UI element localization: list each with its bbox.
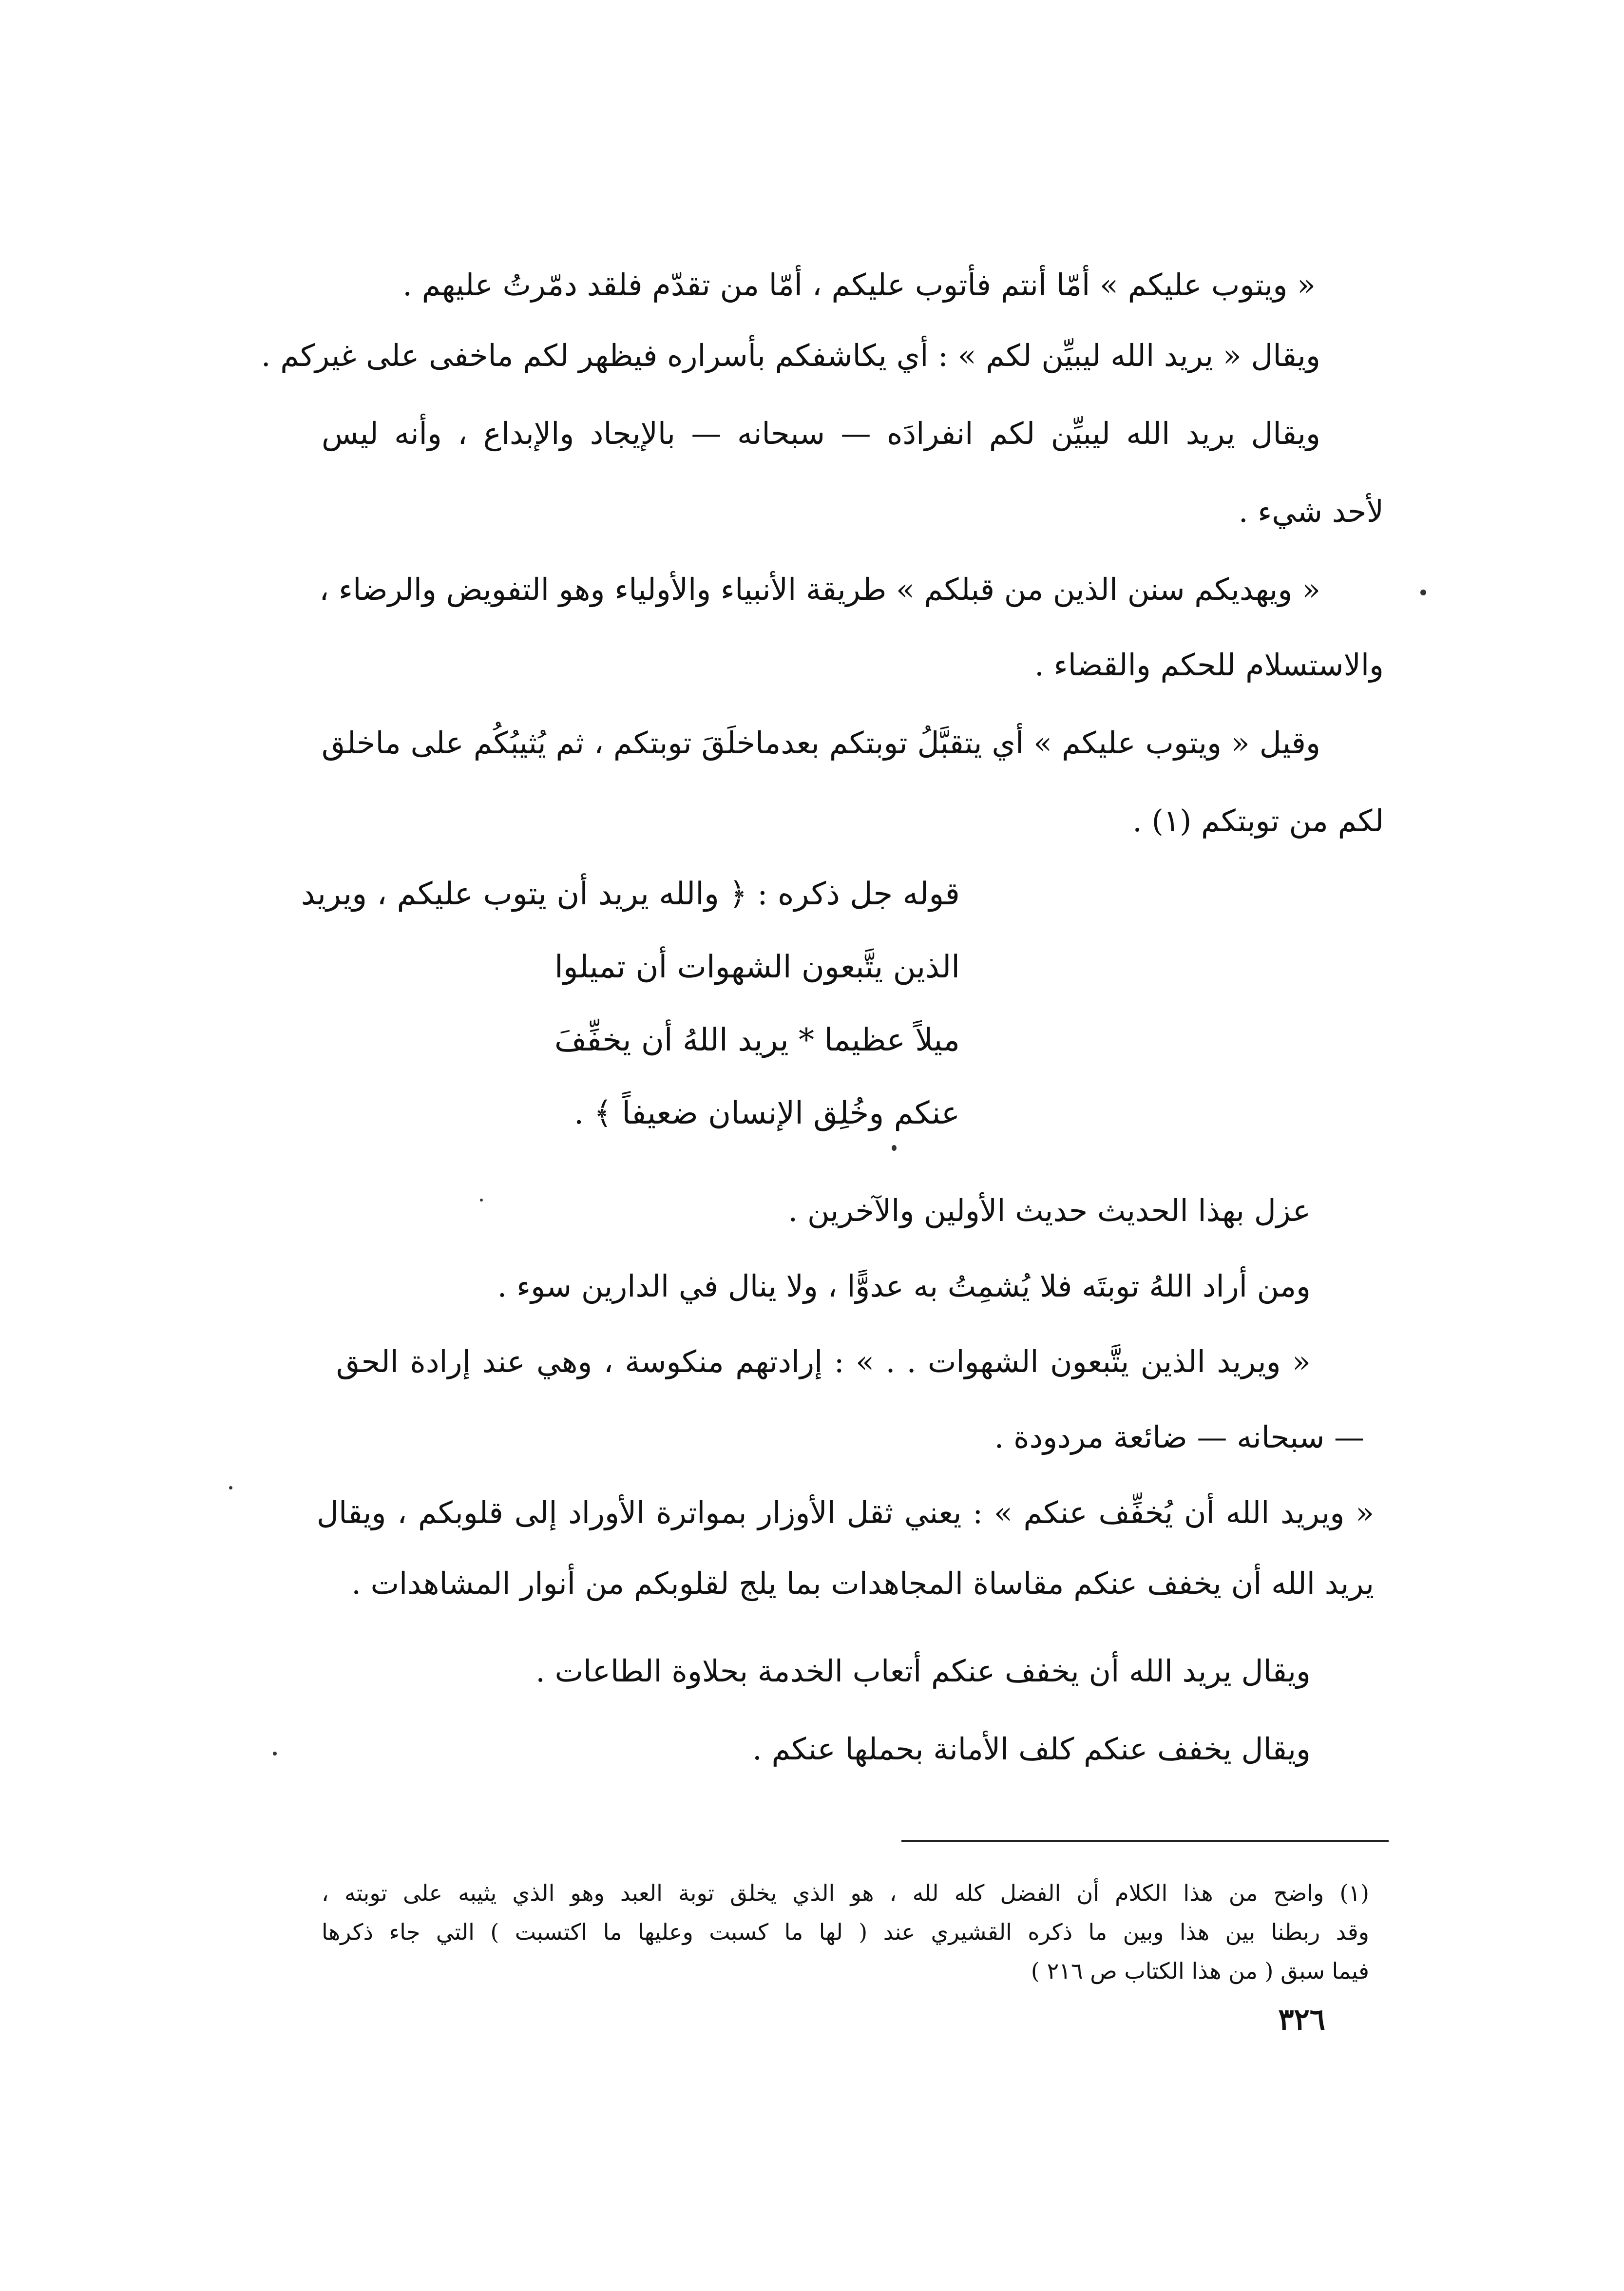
body-line: ويقال يريد الله ليبيِّن لكم انفرادَه — سبحانه — بالإيجاد والإبداع ، وأنه ليس bbox=[322, 416, 1320, 451]
scan-speck bbox=[273, 1752, 277, 1756]
verse-line: ميلاً عظيما * يريد اللهُ أن يخفِّفَ bbox=[554, 1022, 960, 1058]
body-line: ويقال يريد الله أن يخفف عنكم أتعاب الخدمة بحلاوة الطاعات . bbox=[535, 1653, 1311, 1689]
verse-line: عنكم وخُلِق الإنسان ضعيفاً ﴾ . bbox=[573, 1095, 960, 1131]
page-number: ٣٢٦ bbox=[1278, 2003, 1325, 2037]
body-line: يريد الله أن يخفف عنكم مقاساة المجاهدات بما يلج لقلوبكم من أنوار المشاهدات . bbox=[351, 1566, 1374, 1601]
body-line: « ويهديكم سنن الذين من قبلكم » طريقة الأنبياء والأولياء وهو التفويض والرضاء ، bbox=[319, 572, 1320, 607]
body-line: عزل بهذا الحديث حديث الأولين والآخرين . bbox=[788, 1193, 1311, 1228]
footnote-line: فيما سبق ( من هذا الكتاب ص ٢١٦ ) bbox=[1031, 1958, 1369, 1984]
body-line: « ويريد الذين يتَّبعون الشهوات . . » : إرادتهم منكوسة ، وهي عند إرادة الحق bbox=[336, 1344, 1311, 1379]
body-line: « ويتوب عليكم » أمّا أنتم فأتوب عليكم ، أمّا من تقدّم فلقد دمّرتُ عليهم . bbox=[402, 267, 1316, 303]
body-line: وقيل « ويتوب عليكم » أي يتقبَّلُ توبتكم بعدماخلَقَ توبتكم ، ثم يُثيبُكُم على ماخلق bbox=[322, 725, 1320, 761]
verse-line: الذين يتَّبعون الشهوات أن تميلوا bbox=[554, 949, 960, 985]
body-line: لأحد شيء . bbox=[1238, 494, 1384, 529]
body-line: ويقال يخفف عنكم كلف الأمانة بحملها عنكم . bbox=[752, 1731, 1311, 1767]
scan-speck bbox=[1420, 590, 1426, 595]
scan-speck bbox=[480, 1199, 483, 1202]
scan-speck bbox=[892, 1145, 897, 1151]
footnote-separator bbox=[901, 1840, 1389, 1842]
footnote-line: وقد ربطنا بين هذا وبين ما ذكره القشيري عند ( لها ما كسبت وعليها ما اكتسبت ) التي جاء ذكرها bbox=[322, 1919, 1369, 1945]
body-line: — سبحانه — ضائعة مردودة . bbox=[994, 1419, 1364, 1455]
scan-speck bbox=[229, 1486, 232, 1489]
verse-line: قوله جل ذكره : ﴿ والله يريد أن يتوب عليكم ، ويريد bbox=[301, 876, 960, 912]
body-line: ومن أراد اللهُ توبتَه فلا يُشمِتُ به عدوًّا ، ولا ينال في الدارين سوء . bbox=[497, 1268, 1311, 1304]
body-line: ويقال « يريد الله ليبيِّن لكم » : أي يكاشفكم بأسراره فيظهر لكم ماخفى على غيركم . bbox=[261, 338, 1320, 373]
footnote-line: (١) واضح من هذا الكلام أن الفضل كله لله ، هو الذي يخلق توبة العبد وهو الذي يثيبه على توبته ، bbox=[322, 1880, 1369, 1906]
body-line: « ويريد الله أن يُخفِّف عنكم » : يعني ثقل الأوزار بمواترة الأوراد إلى قلوبكم ، ويقال bbox=[317, 1495, 1374, 1530]
body-line: لكم من توبتكم (١) . bbox=[1132, 803, 1384, 839]
body-line: والاستسلام للحكم والقضاء . bbox=[1034, 647, 1384, 683]
